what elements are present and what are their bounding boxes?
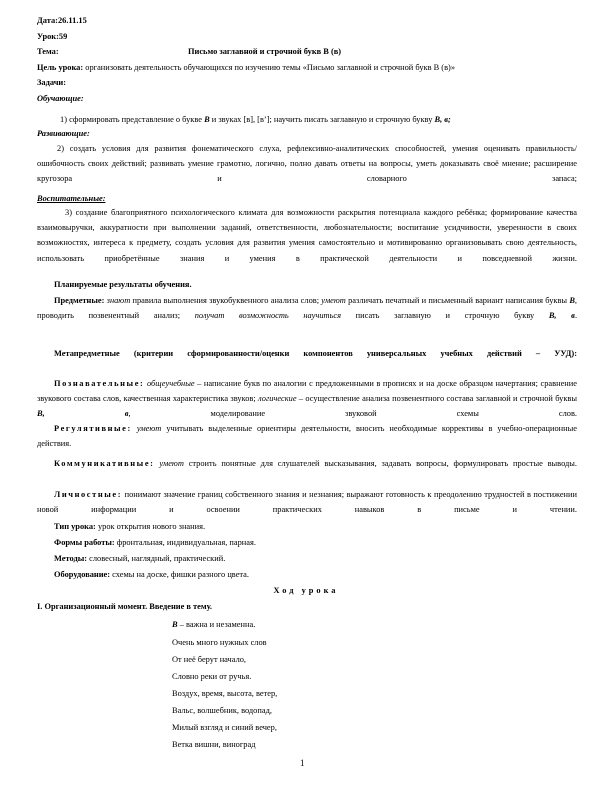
topic-title: Письмо заглавной и строчной букв В (в) <box>188 47 342 56</box>
lesson-goal: Цель урока: организовать деятельность обучающихся по изучению темы «Письмо заглавной и строчной букв В (в)» <box>37 63 456 72</box>
lesson-progress-heading: Ход урока <box>273 586 339 595</box>
poem-line-3: От неё берут начало, <box>172 655 247 664</box>
task-3: 3) создание благоприятного психологического климата для возможности раскрытия потенциала каждого ребёнка; формирование качества взаимовыручки, аккуратности при выполнении заданий, ответственности, любознательности; воспитание усидчивости, уверенности в своих возможностях, интереса к предмету, создать условия для развития умения самостоятельно и мотивированно организовывать свою деятельность, использовать приобретённые знания и умения в практической деятельности и повседневной жизни. <box>37 208 577 263</box>
poem-line-4: Словно реки от ручья. <box>172 672 252 681</box>
poem-line-2: Очень много нужных слов <box>172 638 267 647</box>
task-1: 1) сформировать представление о букве В и звуках [в], [в’]; научить писать заглавную и строчную букву В, в; <box>60 115 451 124</box>
meta-results: Метапредметные (критерии сформированности/оценки компонентов универсальных учебных действий – УУД): <box>54 349 577 358</box>
date-line: Дата:26.11.15 <box>37 16 87 25</box>
lesson-type: Тип урока: урок открытия нового знания. <box>54 522 206 531</box>
developing-tasks-label: Развивающие: <box>37 129 90 138</box>
equipment: Оборудование: схемы на доске, фишки разного цвета. <box>54 570 249 579</box>
poem-line-5: Воздух, время, высота, ветер, <box>172 689 278 698</box>
educational-tasks-label: Обучающие: <box>37 94 84 103</box>
page-number: 1 <box>300 758 305 768</box>
topic-label: Тема: <box>37 47 59 56</box>
section-1-heading: I. Организационный момент. Введение в тему. <box>37 602 213 611</box>
poem-line-8: Ветка вишни, виноград <box>172 740 256 749</box>
cognitive-results: Познавательные: общеучебные – написание букв по аналогии с предложенными в прописях и на доске образцом начертания; сравнение звукового состава слов, качественная характеристика звуков; логические – осуществление анализа позвенентного состава заглавной и строчной буквы В, в, моделирование звуковой схемы слов. <box>37 379 577 419</box>
work-forms: Формы работы: фронтальная, индивидуальная, парная. <box>54 538 256 547</box>
communicative-results: Коммуникативные: умеют строить понятные для слушателей высказывания, задавать вопросы, формулировать простые выводы. <box>54 459 577 468</box>
personal-results: Личностные: понимают значение границ собственного знания и незнания; выражают готовность к преодолению трудностей в постижении новой информации и освоении практических навыков в письме и чтении. <box>37 490 577 515</box>
planned-results-heading: Планируемые результаты обучения. <box>54 280 192 289</box>
poem-line-6: Вальс, волшебник, водопад, <box>172 706 272 715</box>
regulatory-results: Регулятивные: умеют учитывать выделенные ориентиры деятельности, вносить необходимые коррективы в учебно-операционные действия. <box>37 424 577 449</box>
poem-line-7: Милый взгляд и синий вечер, <box>172 723 277 732</box>
task-2: 2) создать условия для развития фонематического слуха, рефлексивно-аналитических способностей, умения оценивать правильность/ошибочность своих действий; развивать умение грамотно, логично, полно давать ответы на вопросы, уметь доказывать своё мнение; расширение кругозора и словарного запаса; <box>37 144 577 184</box>
subject-results: Предметные: знают правила выполнения звукобуквенного анализа слов; умеют различать печатный и письменный вариант написания буквы В, проводить позвенентный анализ; получат возможность научиться писать заглавную и строчную букву В, в. <box>37 296 578 321</box>
tasks-heading: Задачи: <box>37 78 67 87</box>
poem-line-1: В – важна и незаменна. <box>172 620 256 629</box>
lesson-number-line: Урок:59 <box>37 32 68 41</box>
methods: Методы: словесный, наглядный, практический. <box>54 554 226 563</box>
upbringing-tasks-label: Воспитательные: <box>37 194 106 203</box>
